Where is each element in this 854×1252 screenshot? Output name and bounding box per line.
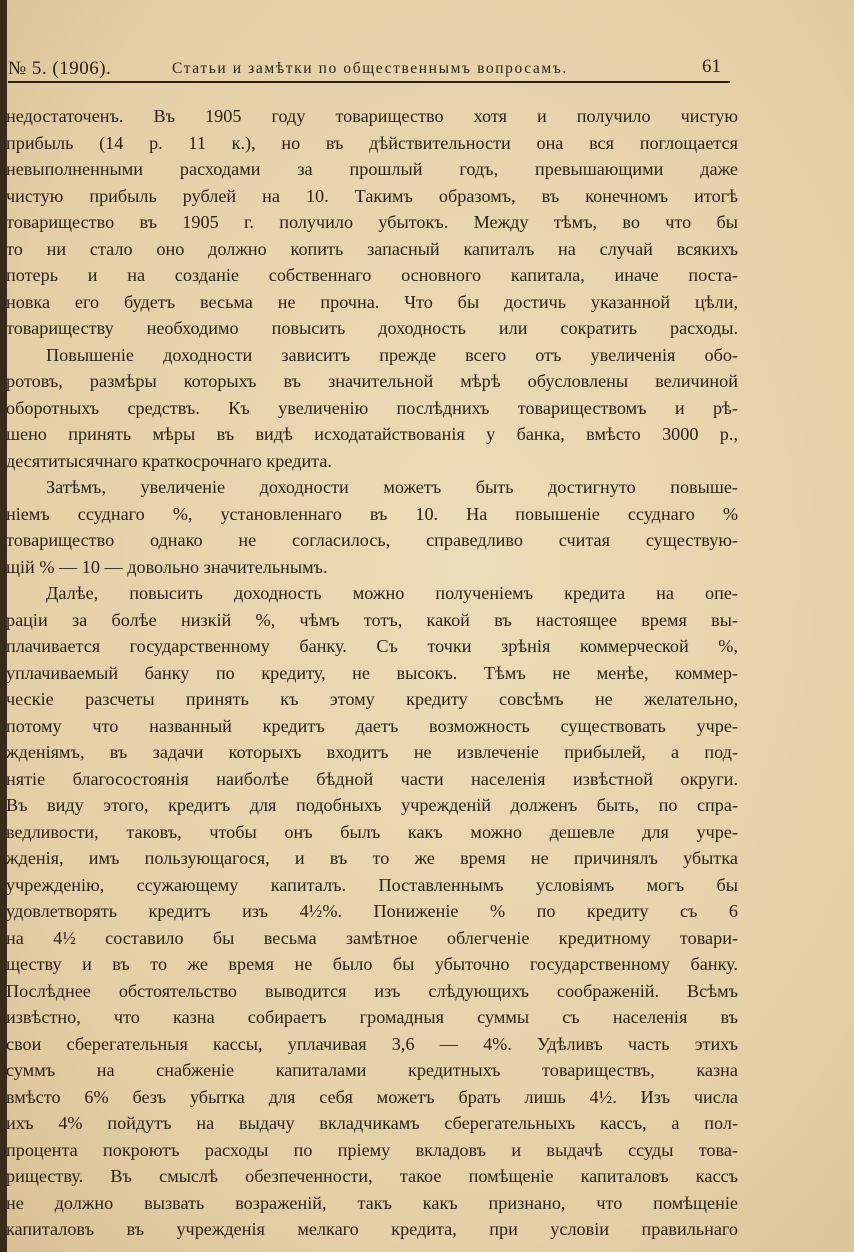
text-line: жденіямъ, въ задачи которыхъ входитъ не извлеченіе прибылей, а под- xyxy=(6,742,738,762)
text-line: товарищество въ 1905 г. получило убытокъ. Между тѣмъ, во что бы xyxy=(6,212,738,232)
text-line: щій % — 10 — довольно значительнымъ. xyxy=(6,556,328,577)
text-line: на 4½ составило бы весьма замѣтное облегченіе кредитному товари- xyxy=(6,927,738,948)
text-line: удовлетворять кредитъ изъ 4½%. Пониженіе % по кредиту съ 6 xyxy=(6,901,738,921)
text-line: ротовъ, размѣры которыхъ въ значительной мѣрѣ обусловлены величиной xyxy=(6,371,738,391)
header-title: Статьи и замѣтки по общественнымъ вопросамъ. xyxy=(172,60,568,77)
text-line: ихъ 4% пойдутъ на выдачу вкладчикамъ сберегательныхъ кассъ, а пол- xyxy=(6,1113,738,1133)
text-line: потому что названный кредитъ даетъ возможность существовать учре- xyxy=(6,715,738,736)
text-line: процента покроютъ расходы по пріему вкладовъ и выдачѣ ссуды това- xyxy=(6,1139,738,1160)
text-line: ведливости, таковъ, чтобы онъ былъ какъ можно дешевле для учре- xyxy=(6,821,738,842)
text-line: потерь и на созданіе собственнаго основного капитала, иначе поста- xyxy=(6,265,738,285)
text-line: жденія, имъ пользующагося, и въ то же время не причинялъ убытка xyxy=(6,848,738,868)
text-line: прибыль (14 р. 11 к.), но въ дѣйствительности она вся поглощается xyxy=(6,132,738,153)
text-line: извѣстно, что казна собираетъ громадныя суммы съ населенія въ xyxy=(6,1007,738,1027)
page-number: 61 xyxy=(702,56,721,77)
text-line: невыполненными расходами за прошлый годъ, превышающими даже xyxy=(6,159,738,179)
text-line: Далѣе, повысить доходность можно полученіемъ кредита на опе- xyxy=(46,583,738,603)
header-rule xyxy=(8,81,730,83)
text-line: то ни стало оно должно копить запасный капиталъ на случай всякихъ xyxy=(6,238,738,259)
text-line: уплачиваемый банку по кредиту, не высокъ. Тѣмъ не менѣе, коммер- xyxy=(6,662,738,683)
text-line: учрежденію, ссужающему капиталъ. Поставленнымъ условіямъ могъ бы xyxy=(6,874,738,895)
header-issue: № 5. (1906). xyxy=(8,58,112,79)
text-line: вмѣсто 6% безъ убытка для себя можетъ брать лишь 4½. Изъ числа xyxy=(6,1086,738,1107)
text-line: ческіе разсчеты принять къ этому кредиту совсѣмъ не желательно, xyxy=(6,689,738,709)
text-line: ществу и въ то же время не было бы убыточно государственному банку. xyxy=(6,954,738,974)
text-line: оборотныхъ средствъ. Къ увеличенію послѣднихъ товариществомъ и рѣ- xyxy=(6,397,738,418)
text-line: суммъ на снабженіе капиталами кредитныхъ товариществъ, казна xyxy=(6,1060,738,1080)
text-line: товариществу необходимо повысить доходность или сократить расходы. xyxy=(6,318,738,338)
text-line: Въ виду этого, кредитъ для подобныхъ учрежденій долженъ быть, по спра- xyxy=(6,795,738,815)
text-line: десятитысячнаго краткосрочнаго кредита. xyxy=(6,450,332,471)
text-line: новка его будетъ весьма не прочна. Что бы достичь указанной цѣли, xyxy=(6,291,738,312)
body-text xyxy=(6,103,738,1243)
text-line: товарищество однако не согласилось, справедливо считая существую- xyxy=(6,530,738,550)
text-line: недостаточенъ. Въ 1905 году товарищество хотя и получило чистую xyxy=(6,106,738,126)
text-line: не должно вызвать возраженій, такъ какъ признано, что помѣщеніе xyxy=(6,1192,738,1213)
text-line: чистую прибыль рублей на 10. Такимъ образомъ, въ конечномъ итогѣ xyxy=(6,185,738,206)
text-line: Повышеніе доходности зависитъ прежде всего отъ увеличенія обо- xyxy=(46,344,738,365)
text-line: свои сберегательныя кассы, уплачивая 3,6 — 4%. Удѣливъ часть этихъ xyxy=(6,1033,738,1054)
text-line: Послѣднее обстоятельство выводится изъ слѣдующихъ соображеній. Всѣмъ xyxy=(6,980,738,1001)
text-line: риществу. Въ смыслѣ обезпеченности, такое помѣщеніе капиталовъ кассъ xyxy=(6,1166,738,1186)
text-line: ніемъ ссуднаго %, установленнаго въ 10. На повышеніе ссуднаго % xyxy=(6,503,738,524)
text-line: нятіе благосостоянія наиболѣе бѣдной части населенія извѣстной округи. xyxy=(6,768,738,789)
text-line: плачивается государственному банку. Съ точки зрѣнія коммерческой %, xyxy=(6,636,738,656)
text-line: раціи за болѣе низкій %, чѣмъ тотъ, какой въ настоящее время вы- xyxy=(6,609,738,630)
text-line: капиталовъ въ учрежденія мелкаго кредита, при условіи правильнаго xyxy=(6,1219,738,1239)
text-line: Затѣмъ, увеличеніе доходности можетъ быть достигнуто повыше- xyxy=(46,477,738,497)
text-line: шено принять мѣры въ видѣ исходатайствованія у банка, вмѣсто 3000 р., xyxy=(6,424,738,444)
